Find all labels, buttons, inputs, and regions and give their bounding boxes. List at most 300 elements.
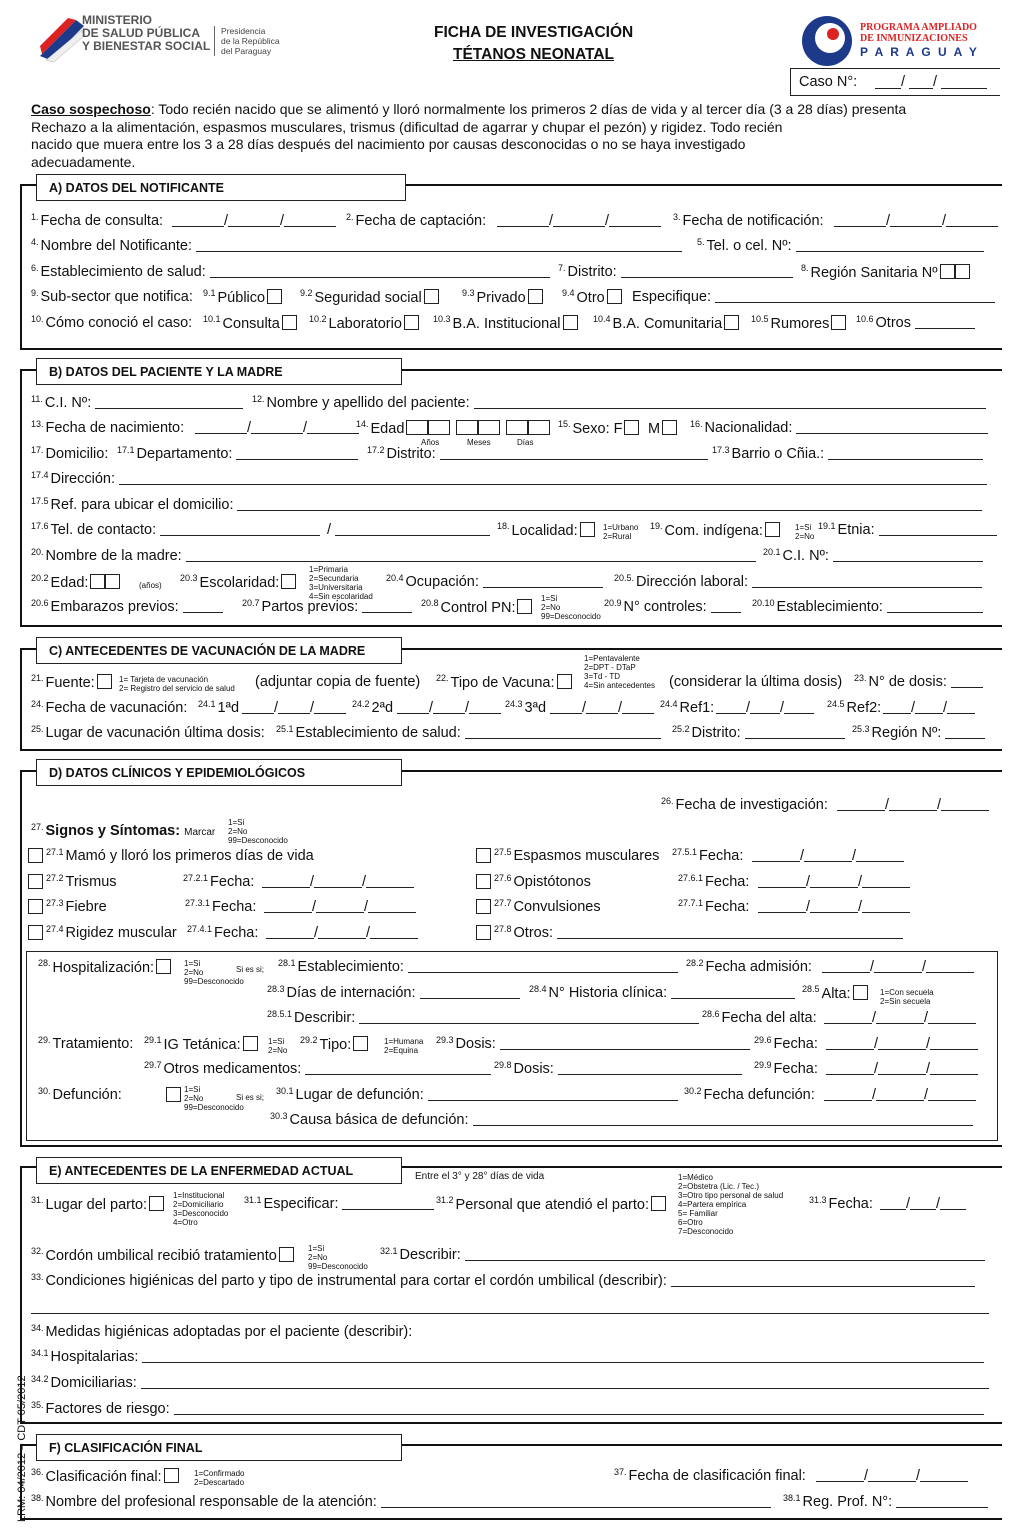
field-number: 28.4 (529, 984, 547, 994)
field-number: 20.7 (242, 598, 260, 608)
field-number: 6. (31, 263, 39, 273)
field-label: Dirección laboral: (636, 574, 749, 590)
date-input[interactable] (928, 1087, 976, 1101)
field-number: 27.7.1 (678, 898, 704, 908)
text-input[interactable] (887, 599, 983, 613)
checkbox[interactable] (651, 1196, 666, 1211)
text-input[interactable] (500, 1036, 750, 1050)
field-number: 10.5 (751, 314, 769, 324)
form-field (754, 1061, 818, 1077)
date-input[interactable] (826, 1036, 874, 1050)
text-input[interactable] (951, 674, 983, 688)
date-input[interactable] (878, 1036, 926, 1050)
date-slash: / (224, 213, 229, 229)
checkbox[interactable] (853, 985, 868, 1000)
date-input[interactable] (941, 797, 989, 811)
checkbox[interactable] (243, 1036, 258, 1051)
form-field (661, 797, 828, 813)
field-number: 27.4 (46, 924, 64, 934)
checkbox[interactable] (28, 925, 43, 940)
field-number: 7. (558, 263, 566, 273)
text-input[interactable] (119, 471, 987, 485)
tipo-codes: 1=Humana 2=Equina (384, 1037, 424, 1055)
date-input[interactable] (878, 1061, 926, 1075)
field-label: Fecha defunción: (703, 1087, 815, 1103)
field-label: Nombre y apellido del paciente: (266, 395, 470, 411)
date-input[interactable] (915, 700, 943, 714)
form-field (31, 674, 112, 691)
field-number: 25. (31, 724, 44, 734)
field-label: B.A. Institucional (452, 316, 561, 332)
date-input[interactable] (804, 848, 852, 862)
checkbox[interactable] (476, 848, 491, 863)
field-label: 3ªd (524, 700, 547, 716)
flag-icon (36, 16, 86, 62)
date-input[interactable] (433, 700, 465, 714)
date-slash: / (858, 899, 863, 915)
field-number: 25.1 (276, 724, 294, 734)
form-field (38, 1087, 122, 1103)
text-input[interactable] (95, 395, 243, 409)
form-field (144, 1036, 258, 1053)
checkbox[interactable] (831, 315, 846, 330)
checkbox[interactable] (456, 420, 478, 435)
date-input[interactable] (758, 874, 806, 888)
text-input[interactable] (359, 1010, 699, 1024)
section-b-frame (20, 625, 1002, 627)
date-input[interactable] (316, 899, 364, 913)
field-label: Tel. o cel. Nº: (706, 238, 792, 254)
field-number: 13. (31, 419, 44, 429)
field-label: Partos previos: (261, 599, 359, 615)
date-input[interactable] (874, 959, 922, 973)
field-label: C.I. Nº: (782, 548, 829, 564)
date-input[interactable] (609, 213, 661, 227)
date-slash: / (885, 797, 890, 813)
caso-input[interactable] (941, 75, 987, 89)
date-input[interactable] (946, 213, 998, 227)
field-number: 11. (31, 394, 43, 404)
field-label: Tel. de contacto: (50, 522, 157, 538)
field-label: Establecimiento de salud: (40, 264, 206, 280)
form-field (697, 238, 984, 254)
date-input[interactable] (889, 797, 937, 811)
field-label: Control PN: (440, 600, 516, 616)
checkbox[interactable] (28, 899, 43, 914)
checkbox[interactable] (517, 599, 532, 614)
form-field (270, 1112, 973, 1128)
checkbox[interactable] (580, 522, 595, 537)
field-label: Ref2: (846, 700, 882, 716)
checkbox[interactable] (90, 574, 105, 589)
date-input[interactable] (947, 700, 975, 714)
date-input[interactable] (837, 797, 885, 811)
date-input[interactable] (750, 700, 780, 714)
text-input[interactable] (752, 574, 982, 588)
field-label: Especificar: (263, 1196, 339, 1212)
date-slash: / (942, 213, 947, 229)
checkbox[interactable] (353, 1036, 368, 1051)
text-input[interactable] (945, 725, 985, 739)
signos-codes: 1=Si 2=No 99=Desconocido (228, 818, 288, 845)
form-field (31, 420, 184, 436)
text-input[interactable] (342, 1196, 434, 1210)
field-label: Especifique: (632, 289, 711, 305)
date-input[interactable] (251, 420, 303, 434)
date-input[interactable] (752, 848, 800, 862)
text-input[interactable] (420, 985, 520, 999)
text-input[interactable] (141, 1375, 989, 1389)
date-input[interactable] (266, 925, 314, 939)
form-field (46, 848, 314, 864)
checkbox[interactable] (97, 674, 112, 689)
field-label: Edad: (50, 575, 89, 591)
text-input[interactable] (428, 1087, 678, 1101)
field-number: 17.1 (117, 445, 135, 455)
date-input[interactable] (242, 700, 274, 714)
caso-box (790, 68, 1000, 96)
date-input[interactable] (824, 1087, 872, 1101)
field-number: 27.7 (494, 898, 512, 908)
date-slash: / (922, 959, 927, 975)
text-input[interactable] (473, 1112, 973, 1126)
field-number: 24.5 (827, 699, 845, 709)
date-input[interactable] (622, 700, 654, 714)
form-field (356, 420, 550, 437)
form-field (660, 700, 714, 716)
field-number: 17.2 (367, 445, 385, 455)
field-label: Ref1: (679, 700, 715, 716)
form-field (46, 899, 107, 915)
text-input[interactable] (362, 599, 412, 613)
text-input[interactable] (796, 420, 988, 434)
form-field (824, 1087, 976, 1103)
field-number: 29.3 (436, 1035, 454, 1045)
field-label: Hospitalarias: (50, 1349, 139, 1365)
field-label: Público (217, 290, 266, 306)
text-input[interactable] (381, 1494, 771, 1508)
form-field (31, 471, 987, 487)
date-slash: / (362, 874, 367, 890)
form-field (474, 899, 491, 916)
date-input[interactable] (876, 1087, 924, 1101)
form-field (38, 1036, 133, 1052)
section-e-frame (20, 1422, 1002, 1424)
form-field (856, 315, 975, 331)
form-field (386, 574, 603, 590)
date-input[interactable] (810, 899, 858, 913)
field-label: Lugar de vacunación última dosis: (45, 725, 265, 741)
field-label: N° de dosis: (868, 674, 947, 690)
condiciones-line-2[interactable] (31, 1300, 989, 1314)
checkbox[interactable] (528, 289, 543, 304)
field-label: Nombre del profesional responsable de la atención: (45, 1494, 377, 1510)
form-field (752, 848, 904, 864)
date-input[interactable] (920, 1468, 968, 1482)
text-input[interactable] (174, 1401, 984, 1415)
text-input[interactable] (671, 985, 795, 999)
checkbox[interactable] (149, 1196, 164, 1211)
text-input[interactable] (465, 725, 661, 739)
date-input[interactable] (876, 1010, 924, 1024)
date-input[interactable] (172, 213, 224, 227)
field-number: 5. (697, 237, 705, 247)
date-input[interactable] (262, 874, 310, 888)
date-input[interactable] (856, 848, 904, 862)
field-number: 27.6.1 (678, 873, 704, 883)
section-c-title: C) ANTECEDENTES DE VACUNACIÓN DE LA MADRE (36, 637, 402, 664)
field-label: Nombre de la madre: (45, 548, 182, 564)
text-input[interactable] (237, 497, 982, 511)
form-field (203, 289, 282, 306)
pai-country: P A R A G U A Y (860, 45, 979, 59)
checkbox[interactable] (28, 848, 43, 863)
field-number: 1. (31, 212, 39, 222)
text-input[interactable] (896, 1494, 988, 1508)
checkbox[interactable] (282, 315, 297, 330)
checkbox[interactable] (406, 420, 428, 435)
form-field (684, 1087, 815, 1103)
text-input[interactable] (142, 1349, 984, 1363)
checkbox[interactable] (955, 264, 970, 279)
field-number: 18. (497, 521, 510, 531)
date-input[interactable] (883, 700, 911, 714)
date-input[interactable] (816, 1468, 864, 1482)
checkbox[interactable] (765, 522, 780, 537)
date-input[interactable] (758, 899, 806, 913)
checkbox[interactable] (476, 899, 491, 914)
checkbox[interactable] (424, 289, 439, 304)
date-slash: / (864, 1468, 869, 1484)
date-slash: / (852, 848, 857, 864)
form-field (801, 264, 970, 281)
checkbox[interactable] (404, 315, 419, 330)
text-input[interactable] (186, 548, 756, 562)
field-label: Nombre del Notificante: (40, 238, 193, 254)
date-input[interactable] (469, 700, 501, 714)
checkbox[interactable] (166, 1087, 181, 1102)
section-a-frame (20, 184, 22, 350)
checkbox[interactable] (476, 925, 491, 940)
field-number: 4. (31, 237, 39, 247)
date-input[interactable] (928, 1010, 976, 1024)
form-field (38, 959, 171, 976)
text-input[interactable] (440, 446, 708, 460)
checkbox[interactable] (28, 874, 43, 889)
checkbox[interactable] (624, 420, 639, 435)
date-input[interactable] (586, 700, 618, 714)
date-input[interactable] (370, 925, 418, 939)
checkbox[interactable] (105, 574, 120, 589)
defun-codes: 1=Si 2=No 99=Desconocido (184, 1085, 244, 1112)
text-input[interactable] (183, 599, 223, 613)
form-field (824, 1010, 976, 1026)
form-field (31, 599, 223, 615)
date-slash: / (858, 874, 863, 890)
checkbox[interactable] (164, 1468, 179, 1483)
text-input[interactable] (305, 1061, 491, 1075)
checkbox[interactable] (267, 289, 282, 304)
edad-unit-meses: Meses (467, 438, 491, 447)
caso-input[interactable] (909, 75, 933, 89)
field-label: Días de internación: (286, 985, 416, 1001)
field-number: 20. (31, 547, 44, 557)
date-input[interactable] (910, 1196, 936, 1210)
field-label: Fecha de captación: (355, 213, 487, 229)
text-input[interactable] (196, 238, 682, 252)
date-input[interactable] (368, 899, 416, 913)
field-number: 23. (854, 673, 867, 683)
field-label: C.I. Nº: (44, 395, 92, 411)
section-d-title: D) DATOS CLÍNICOS Y EPIDEMIOLÓGICOS (36, 759, 402, 786)
text-input[interactable] (828, 446, 983, 460)
form-field (31, 1468, 179, 1485)
form-field (816, 1468, 968, 1484)
text-input[interactable] (558, 1061, 742, 1075)
date-input[interactable] (497, 213, 549, 227)
field-number: 27.2 (46, 873, 64, 883)
date-input[interactable] (862, 874, 910, 888)
field-number: 29.7 (144, 1060, 162, 1070)
checkbox[interactable] (281, 574, 296, 589)
date-input[interactable] (228, 213, 280, 227)
form-field (436, 1196, 666, 1213)
date-input[interactable] (784, 700, 814, 714)
checkbox[interactable] (506, 420, 528, 435)
text-input[interactable] (915, 315, 975, 329)
form-field (31, 395, 243, 411)
text-input[interactable] (236, 446, 358, 460)
text-input[interactable] (557, 925, 903, 939)
checkbox[interactable] (428, 420, 450, 435)
date-input[interactable] (716, 700, 746, 714)
section-e-title: E) ANTECEDENTES DE LA ENFERMEDAD ACTUAL (36, 1157, 402, 1184)
checkbox[interactable] (528, 420, 550, 435)
date-input[interactable] (553, 213, 605, 227)
field-number: 28. (38, 958, 51, 968)
date-input[interactable] (550, 700, 582, 714)
form-field (31, 238, 682, 254)
field-label: Clasificación final: (45, 1469, 162, 1485)
pai-name: PROGRAMA AMPLIADO DE INMUNIZACIONES (860, 22, 977, 44)
checkbox[interactable] (940, 264, 955, 279)
date-input[interactable] (307, 420, 359, 434)
date-input[interactable] (278, 700, 310, 714)
date-input[interactable] (810, 874, 858, 888)
text-input[interactable] (715, 289, 995, 303)
form-field (880, 1196, 966, 1212)
text-input[interactable] (483, 574, 603, 588)
checkbox[interactable] (156, 959, 171, 974)
text-input[interactable] (335, 522, 490, 536)
checkbox[interactable] (724, 315, 739, 330)
field-label: Lugar del parto: (45, 1197, 148, 1213)
form-field (309, 315, 419, 332)
checkbox[interactable] (478, 420, 500, 435)
form-field (826, 1061, 978, 1077)
field-number: 33. (31, 1272, 44, 1282)
field-number: 28.2 (686, 958, 704, 968)
text-input[interactable] (210, 264, 550, 278)
checkbox[interactable] (279, 1247, 294, 1262)
field-number: 31. (31, 1195, 44, 1205)
field-number: 9.3 (462, 288, 475, 298)
checkbox[interactable] (476, 874, 491, 889)
date-slash: / (926, 1061, 931, 1077)
checkbox[interactable] (662, 420, 677, 435)
checkbox[interactable] (563, 315, 578, 330)
text-input[interactable] (833, 548, 983, 562)
date-input[interactable] (834, 213, 886, 227)
date-input[interactable] (397, 700, 429, 714)
field-label: / (327, 522, 332, 538)
form-field (267, 985, 520, 1001)
date-input[interactable] (824, 1010, 872, 1024)
field-label: Embarazos previos: (50, 599, 179, 615)
date-input[interactable] (264, 899, 312, 913)
text-input[interactable] (160, 522, 320, 536)
date-input[interactable] (880, 1196, 906, 1210)
text-input[interactable] (711, 599, 741, 613)
date-input[interactable] (195, 420, 247, 434)
edad-anos: (años) (139, 581, 162, 590)
text-input[interactable] (465, 1247, 985, 1261)
date-input[interactable] (930, 1061, 978, 1075)
form-field (497, 522, 595, 539)
date-input[interactable] (890, 213, 942, 227)
form-field (31, 522, 320, 538)
caso-input[interactable] (875, 75, 901, 89)
date-input[interactable] (826, 1061, 874, 1075)
text-input[interactable] (621, 264, 793, 278)
date-input[interactable] (822, 959, 870, 973)
date-slash: / (364, 899, 369, 915)
ministry-name: MINISTERIO DE SALUD PÚBLICA Y BIENESTAR SOCIAL (82, 13, 211, 53)
field-number: 24.1 (198, 699, 216, 709)
text-input[interactable] (879, 522, 997, 536)
date-input[interactable] (930, 1036, 978, 1050)
field-label: Causa básica de defunción: (289, 1112, 469, 1128)
section-a-frame (20, 348, 1002, 350)
checkbox[interactable] (607, 289, 622, 304)
text-input[interactable] (408, 959, 678, 973)
date-input[interactable] (314, 874, 362, 888)
date-slash: / (870, 959, 875, 975)
field-number: 20.9 (604, 598, 622, 608)
date-input[interactable] (940, 1196, 966, 1210)
date-input[interactable] (318, 925, 366, 939)
text-input[interactable] (745, 725, 845, 739)
date-input[interactable] (366, 874, 414, 888)
form-field (187, 925, 258, 941)
text-input[interactable] (671, 1273, 975, 1287)
date-input[interactable] (284, 213, 336, 227)
field-label: Dosis: (455, 1036, 496, 1052)
text-input[interactable] (796, 238, 984, 252)
field-number: 10.1 (203, 314, 221, 324)
field-label: M (648, 421, 661, 437)
date-input[interactable] (926, 959, 974, 973)
date-input[interactable] (314, 700, 346, 714)
form-field (31, 548, 756, 564)
field-number: 14. (356, 419, 369, 429)
date-input[interactable] (862, 899, 910, 913)
form-field (854, 674, 983, 690)
field-label: Domiciliarias: (50, 1375, 137, 1391)
checkbox[interactable] (557, 674, 572, 689)
text-input[interactable] (474, 395, 986, 409)
date-input[interactable] (868, 1468, 916, 1482)
